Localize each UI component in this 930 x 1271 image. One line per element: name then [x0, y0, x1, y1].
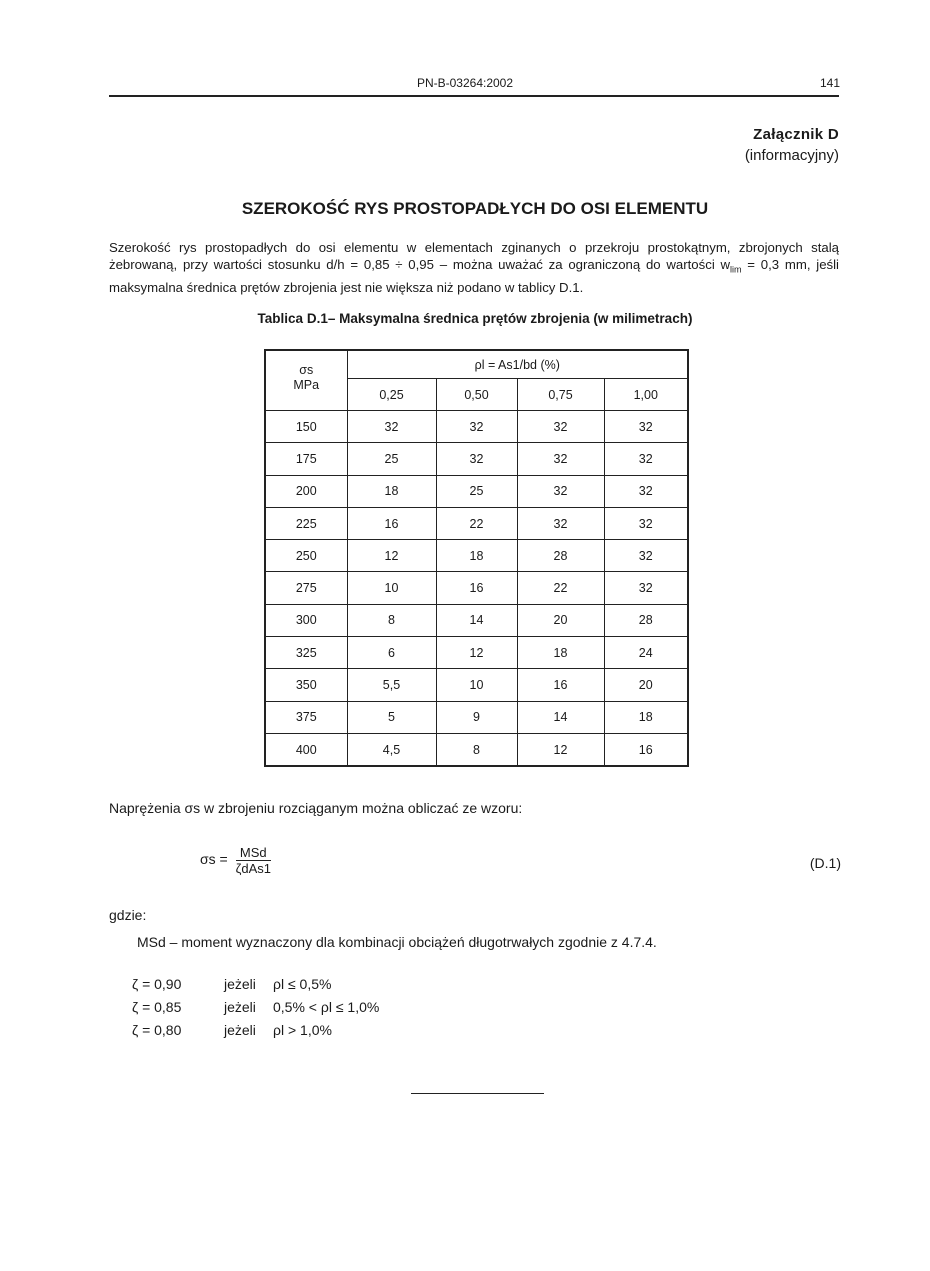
zeta-condition: [132, 1022, 332, 1038]
diameter-cell: 4,5: [347, 733, 436, 766]
diameter-cell: 8: [347, 604, 436, 636]
diameter-cell: 18: [517, 637, 604, 669]
msd-definition: MSd – moment wyznaczony dla kombinacji obciążeń długotrwałych zgodnie z 4.7.4.: [137, 934, 657, 950]
table-row: [265, 733, 688, 766]
footer-rule: [411, 1093, 544, 1094]
ratio-column-header: 0,25: [347, 379, 436, 411]
diameter-cell: 14: [517, 701, 604, 733]
diameter-cell: 32: [517, 507, 604, 539]
diameter-cell: 20: [517, 604, 604, 636]
stress-value-cell: 225: [265, 507, 347, 539]
diameter-cell: 16: [347, 507, 436, 539]
zeta-condition: ρl > 1,0%: [273, 1022, 332, 1038]
formula-denominator: ζdAs1: [235, 861, 271, 876]
stress-value-cell: 400: [265, 733, 347, 766]
diameter-cell: 12: [347, 540, 436, 572]
stress-value-cell: 350: [265, 669, 347, 701]
diameter-cell: 25: [436, 475, 517, 507]
diameter-cell: 32: [517, 443, 604, 475]
table-row: [265, 637, 688, 669]
section-title: SZEROKOŚĆ RYS PROSTOPADŁYCH DO OSI ELEMENTU: [241, 199, 709, 218]
diameter-cell: 18: [436, 540, 517, 572]
paragraph-part2: = 0,3 mm, jeśli maksymalna średnica prętów zbrojenia jest nie większa niż podano w tablicy D.1.: [109, 257, 839, 295]
zeta-condition: 0,5% < ρl ≤ 1,0%: [273, 999, 380, 1015]
diameter-cell: 10: [347, 572, 436, 604]
standard-code: PN-B-03264:2002: [416, 76, 514, 90]
table-row: [265, 443, 688, 475]
diameter-cell: 32: [604, 540, 688, 572]
diameter-cell: 22: [436, 507, 517, 539]
table-row: [265, 475, 688, 507]
diameter-cell: 14: [436, 604, 517, 636]
ratio-header-cell: ρl = As1/bd (%): [347, 350, 688, 379]
formula-numerator: MSd: [236, 845, 271, 861]
table-row: [265, 540, 688, 572]
diameter-cell: 32: [604, 572, 688, 604]
diameter-cell: 28: [517, 540, 604, 572]
diameter-cell: 16: [517, 669, 604, 701]
zeta-keyword: jeżeli: [224, 999, 256, 1015]
zeta-condition: ρl ≤ 0,5%: [273, 976, 332, 992]
stress-value-cell: 250: [265, 540, 347, 572]
diameter-cell: 32: [517, 411, 604, 443]
zeta-keyword: jeżeli: [224, 976, 256, 992]
zeta-condition: [132, 976, 331, 992]
diameter-cell: 32: [436, 443, 517, 475]
stress-value-cell: 325: [265, 637, 347, 669]
paragraph-part1: Szerokość rys prostopadłych do osi elementu w elementach zginanych o przekroju prostokątnym, zbrojonych stalą żebrowaną, przy wartości stosunku d/h = 0,85 ÷ 0,95 – można uważać za ograniczoną do wartości w: [109, 240, 839, 272]
diameter-cell: 32: [517, 475, 604, 507]
diameter-cell: 12: [517, 733, 604, 766]
diameter-table: [264, 349, 689, 767]
diameter-cell: 16: [436, 572, 517, 604]
ratio-column-header: 1,00: [604, 379, 688, 411]
diameter-cell: 9: [436, 701, 517, 733]
stress-value-cell: 300: [265, 604, 347, 636]
equation-number: (D.1): [809, 855, 841, 871]
page-number: 141: [819, 76, 840, 90]
annex-label: [745, 124, 839, 166]
intro-paragraph: [109, 239, 839, 296]
diameter-cell: 20: [604, 669, 688, 701]
table-row: [265, 572, 688, 604]
stress-value-cell: 275: [265, 572, 347, 604]
header-rule: [109, 95, 839, 97]
table-row: [265, 604, 688, 636]
zeta-condition: [132, 999, 379, 1015]
zeta-value: ζ = 0,80: [132, 1022, 182, 1038]
table-caption: Tablica D.1– Maksymalna średnica prętów zbrojenia (w milimetrach): [257, 311, 693, 326]
diameter-cell: 5,5: [347, 669, 436, 701]
table-row: [265, 411, 688, 443]
stress-header-unit: MPa: [293, 378, 320, 392]
stress-value-cell: 150: [265, 411, 347, 443]
diameter-cell: 10: [436, 669, 517, 701]
stress-header-symbol: σs: [299, 363, 314, 377]
formula-lhs: σs =: [200, 851, 228, 868]
zeta-keyword: jeżeli: [224, 1022, 256, 1038]
diameter-cell: 25: [347, 443, 436, 475]
diameter-cell: 24: [604, 637, 688, 669]
annex-title: Załącznik D: [753, 126, 839, 143]
diameter-cell: 32: [604, 475, 688, 507]
diameter-cell: 18: [347, 475, 436, 507]
stress-value-cell: 175: [265, 443, 347, 475]
ratio-column-header: 0,50: [436, 379, 517, 411]
stress-value-cell: 200: [265, 475, 347, 507]
stress-header-cell: [265, 350, 347, 411]
diameter-cell: 8: [436, 733, 517, 766]
formula-fraction: [236, 845, 271, 876]
diameter-cell: 16: [604, 733, 688, 766]
zeta-value: ζ = 0,90: [132, 976, 182, 992]
table-row: [265, 507, 688, 539]
diameter-cell: 22: [517, 572, 604, 604]
table-row: [265, 669, 688, 701]
paragraph-sub: lim: [730, 264, 742, 275]
formula-d1: [200, 845, 271, 876]
zeta-value: ζ = 0,85: [132, 999, 182, 1015]
where-label: gdzie:: [109, 907, 147, 923]
ratio-column-header: 0,75: [517, 379, 604, 411]
diameter-cell: 32: [604, 411, 688, 443]
diameter-cell: 12: [436, 637, 517, 669]
diameter-cell: 32: [604, 443, 688, 475]
diameter-cell: 18: [604, 701, 688, 733]
diameter-cell: 5: [347, 701, 436, 733]
diameter-cell: 32: [347, 411, 436, 443]
stress-value-cell: 375: [265, 701, 347, 733]
diameter-cell: 32: [604, 507, 688, 539]
diameter-cell: 28: [604, 604, 688, 636]
diameter-cell: 32: [436, 411, 517, 443]
formula-intro: Naprężenia σs w zbrojeniu rozciąganym można obliczać ze wzoru:: [109, 800, 523, 816]
diameter-cell: 6: [347, 637, 436, 669]
annex-type: (informacyjny): [744, 147, 839, 164]
table-row: [265, 701, 688, 733]
